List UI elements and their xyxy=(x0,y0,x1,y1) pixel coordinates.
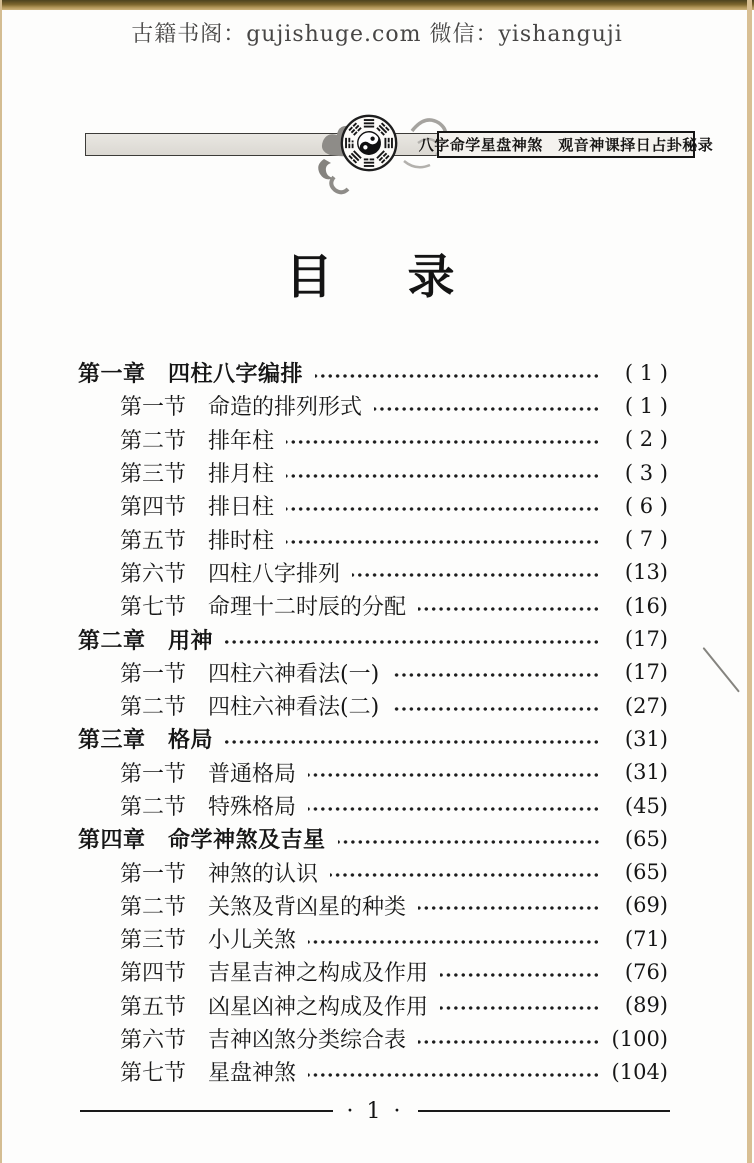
toc-row xyxy=(78,789,668,822)
toc-dot-leader xyxy=(391,672,600,678)
toc-entry-label: 第二章 用神 xyxy=(78,628,214,654)
watermark-text: 古籍书阁：gujishuge.com 微信：yishanguji xyxy=(131,22,623,47)
toc-page-number: (31) xyxy=(624,760,668,785)
toc-dot-leader xyxy=(418,606,600,612)
scan-scratch-mark xyxy=(702,647,739,693)
toc-row xyxy=(78,423,668,456)
header-banner xyxy=(0,103,754,207)
toc-entry-label: 第二节 排年柱 xyxy=(120,428,275,454)
toc-row xyxy=(78,522,668,555)
toc-page-number: (17) xyxy=(624,627,668,652)
toc-page-number: (27) xyxy=(624,693,668,718)
toc-row xyxy=(78,955,668,988)
toc-entry-label: 第七节 命理十二时辰的分配 xyxy=(120,595,407,621)
toc-dot-leader xyxy=(352,572,600,578)
toc-entry-label: 第四节 排日柱 xyxy=(120,495,275,521)
toc-entry-label: 第三节 小儿关煞 xyxy=(120,928,297,954)
toc-row xyxy=(78,756,668,789)
toc-row xyxy=(78,922,668,955)
toc-page-number: (71) xyxy=(624,926,668,951)
toc-entry-label: 第一节 四柱六神看法(一) xyxy=(120,661,380,687)
toc-row xyxy=(78,889,668,922)
toc-row xyxy=(78,989,668,1022)
toc-page-number: (104) xyxy=(611,1059,668,1084)
toc-dot-leader xyxy=(440,972,600,978)
toc-row xyxy=(78,1022,668,1055)
toc-page-number: (100) xyxy=(611,1026,668,1051)
toc-page-number: (76) xyxy=(624,959,668,984)
toc-dot-leader xyxy=(286,506,600,512)
toc-entry-label: 第三节 排月柱 xyxy=(120,462,275,488)
toc-row xyxy=(78,822,668,855)
toc-dot-leader xyxy=(338,839,600,845)
toc-row xyxy=(78,622,668,655)
toc-row xyxy=(78,456,668,489)
toc-page-number: ( 7 ) xyxy=(624,527,668,552)
toc-list xyxy=(78,356,668,1089)
toc-row xyxy=(78,689,668,722)
toc-dot-leader xyxy=(286,473,600,479)
toc-row xyxy=(78,656,668,689)
toc-dot-leader xyxy=(440,1005,600,1011)
toc-dot-leader xyxy=(315,373,600,379)
toc-row xyxy=(78,1055,668,1088)
toc-page-number: ( 2 ) xyxy=(624,427,668,452)
toc-dot-leader xyxy=(308,772,600,778)
toc-entry-label: 第五节 排时柱 xyxy=(120,528,275,554)
banner-title: 八字命学星盘神煞 观音神课择日占卦秘录 xyxy=(437,131,695,158)
toc-row xyxy=(78,589,668,622)
toc-dot-leader xyxy=(418,1039,600,1045)
toc-page-number: (65) xyxy=(624,860,668,885)
scan-edge-top xyxy=(0,0,754,10)
toc-entry-label: 第一节 普通格局 xyxy=(120,761,297,787)
toc-dot-leader xyxy=(286,439,600,445)
toc-page-number: (65) xyxy=(624,826,668,851)
toc-row xyxy=(78,389,668,422)
toc-entry-label: 第六节 四柱八字排列 xyxy=(120,561,341,587)
toc-page-number: (16) xyxy=(624,593,668,618)
toc-dot-leader xyxy=(418,905,600,911)
toc-row xyxy=(78,855,668,888)
page-number: · 1 · xyxy=(346,1098,404,1124)
toc-dot-leader xyxy=(225,639,600,645)
toc-entry-label: 第六节 吉神凶煞分类综合表 xyxy=(120,1028,407,1054)
toc-dot-leader xyxy=(308,1072,600,1078)
taiji-bagua-icon xyxy=(339,113,399,173)
toc-entry-label: 第一节 命造的排列形式 xyxy=(120,395,363,421)
footer-rule-right xyxy=(418,1110,671,1112)
toc-dot-leader xyxy=(225,739,600,745)
toc-dot-leader xyxy=(391,706,600,712)
page-title: 目 录 xyxy=(285,250,469,305)
toc-entry-label: 第七节 星盘神煞 xyxy=(120,1061,297,1087)
toc-page-number: ( 6 ) xyxy=(624,493,668,518)
toc-dot-leader xyxy=(374,406,600,412)
toc-entry-label: 第三章 格局 xyxy=(78,728,214,754)
toc-entry-label: 第二节 特殊格局 xyxy=(120,795,297,820)
toc-entry-label: 第五节 凶星凶神之构成及作用 xyxy=(120,994,429,1020)
toc-page-number: (17) xyxy=(624,660,668,685)
toc-row xyxy=(78,722,668,755)
toc-dot-leader xyxy=(286,539,600,545)
toc-row xyxy=(78,489,668,522)
toc-row xyxy=(78,356,668,389)
toc-entry-label: 第二节 关煞及背凶星的种类 xyxy=(120,894,407,920)
toc-page-number: ( 3 ) xyxy=(624,460,668,485)
page-footer xyxy=(80,1097,670,1125)
footer-rule-left xyxy=(80,1110,333,1112)
toc-page-number: ( 1 ) xyxy=(624,393,668,418)
toc-row xyxy=(78,556,668,589)
toc-page-number: ( 1 ) xyxy=(624,360,668,385)
toc-entry-label: 第四节 吉星吉神之构成及作用 xyxy=(120,961,429,987)
toc-dot-leader xyxy=(330,872,600,878)
toc-entry-label: 第一章 四柱八字编排 xyxy=(78,362,304,388)
toc-entry-label: 第一节 神煞的认识 xyxy=(120,861,319,887)
toc-entry-label: 第二节 四柱六神看法(二) xyxy=(120,695,380,721)
toc-page-number: (13) xyxy=(624,560,668,585)
toc-dot-leader xyxy=(308,939,600,945)
toc-page-number: (89) xyxy=(624,993,668,1018)
toc-entry-label: 第四章 命学神煞及吉星 xyxy=(78,828,326,854)
toc-page-number: (45) xyxy=(624,793,668,818)
toc-page-number: (31) xyxy=(624,726,668,751)
toc-page-number: (69) xyxy=(624,893,668,918)
toc-dot-leader xyxy=(308,806,600,812)
